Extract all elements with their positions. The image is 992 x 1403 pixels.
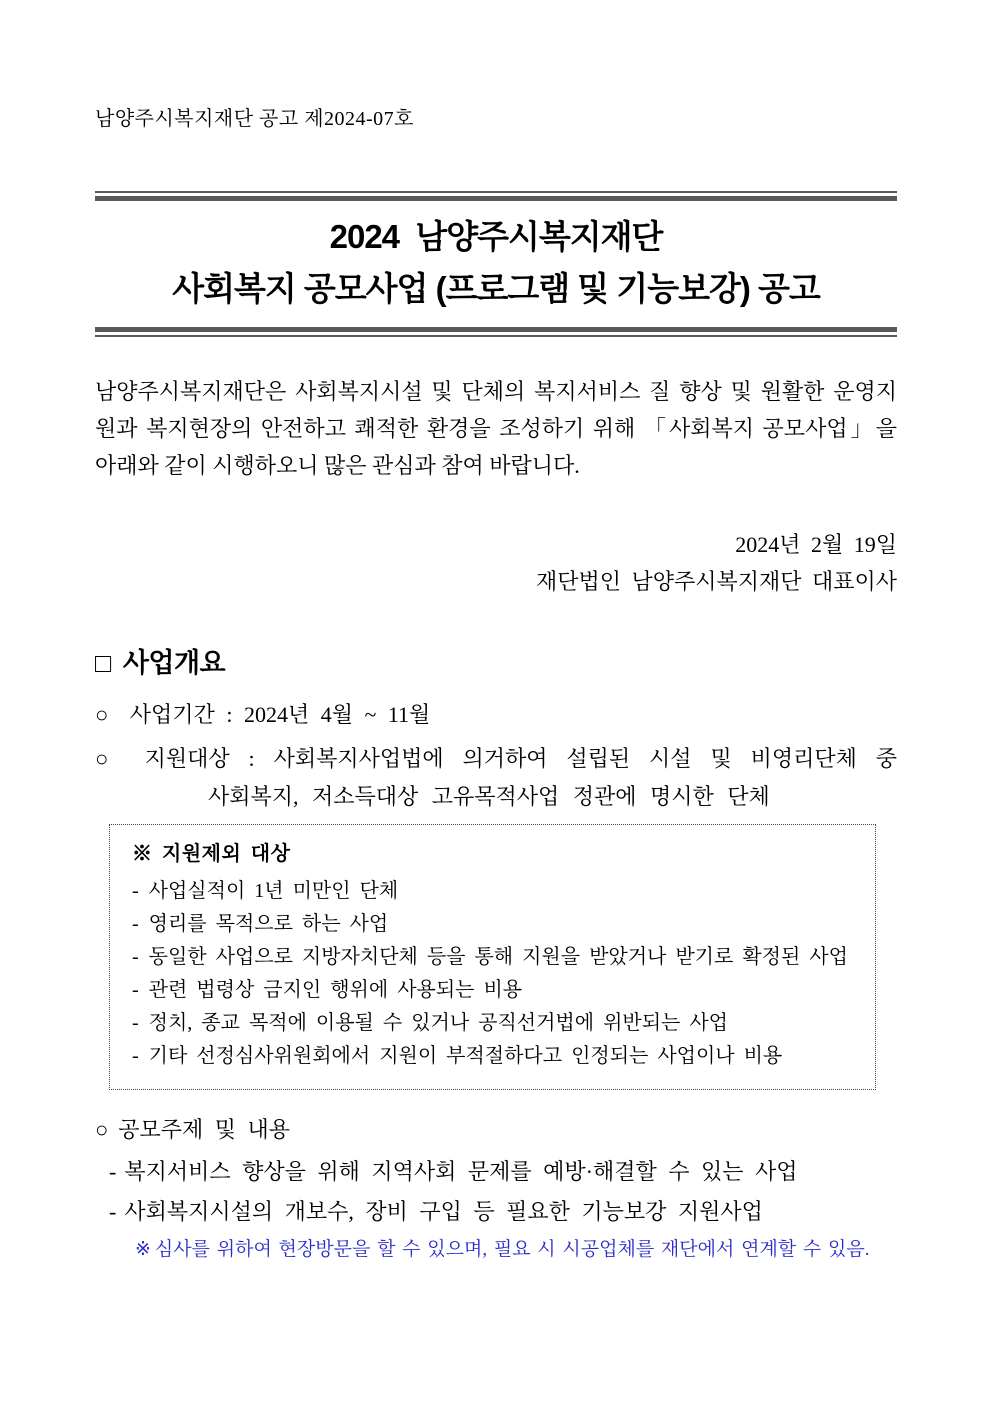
square-marker: □ <box>95 648 111 678</box>
doc-number: 남양주시복지재단 공고 제2024-07호 <box>95 108 414 130</box>
dash-marker: - <box>132 913 139 935</box>
circle-bullet: ○ <box>95 1117 109 1142</box>
section-title: 사업개요 <box>122 648 226 678</box>
topics-heading <box>95 1112 897 1148</box>
topic-item-text: 사회복지시설의 개보수, 장비 구입 등 필요한 기능보강 지원사업 <box>124 1199 763 1224</box>
section-heading-overview <box>95 646 897 680</box>
circle-bullet: ○ <box>95 702 109 727</box>
dash-marker: - <box>132 880 139 902</box>
exclusion-item-text: 동일한 사업으로 지방자치단체 등을 통해 지원을 받았거나 받기로 확정된 사업 <box>148 946 848 968</box>
title-rule-bottom-thin <box>95 335 897 337</box>
reference-marker: ※ <box>132 843 153 865</box>
document-title-line1: 2024 남양주시복지재단 <box>329 218 663 255</box>
topic-item <box>95 1152 897 1192</box>
colon-separator: : <box>248 746 255 771</box>
exclusion-title <box>132 839 857 869</box>
dash-marker: - <box>132 979 139 1001</box>
dash-marker: - <box>132 1012 139 1034</box>
exclusion-box <box>109 824 876 1090</box>
dash-marker: - <box>132 946 139 968</box>
field-visit-note-text: 심사를 위하여 현장방문을 할 수 있으며, 필요 시 시공업체를 재단에서 연계할 수 있음. <box>154 1239 870 1260</box>
title-block <box>95 191 897 337</box>
document-date: 2024년 2월 19일 <box>735 532 897 557</box>
document-title-line2: 사회복지 공모사업 (프로그램 및 기능보강) 공고 <box>172 270 820 307</box>
document-issuer: 재단법인 남양주시복지재단 대표이사 <box>535 569 897 594</box>
intro-paragraph <box>95 373 897 484</box>
topic-item <box>95 1192 897 1232</box>
reference-marker: ※ <box>135 1239 151 1260</box>
exclusion-item <box>132 941 857 974</box>
exclusion-item <box>132 1040 857 1073</box>
target-item-line1 <box>95 740 897 778</box>
intro-line-3: 아래와 같이 시행하오니 많은 관심과 참여 바랍니다. <box>95 453 580 478</box>
field-visit-note <box>95 1234 897 1266</box>
topic-item-text: 복지서비스 향상을 위해 지역사회 문제를 예방·해결할 수 있는 사업 <box>124 1159 798 1184</box>
intro-line-2: 원과 복지현장의 안전하고 쾌적한 환경을 조성하기 위해 「사회복지 공모사업」을 <box>95 416 897 441</box>
exclusion-item <box>132 908 857 941</box>
target-text-line1: 사회복지사업법에 의거하여 설립된 시설 및 비영리단체 중 <box>273 746 898 771</box>
exclusion-item-text: 기타 선정심사위원회에서 지원이 부적절하다고 인정되는 사업이나 비용 <box>148 1045 783 1067</box>
dash-marker: - <box>109 1199 117 1224</box>
dash-marker: - <box>132 1045 139 1067</box>
exclusion-item <box>132 974 857 1007</box>
target-item-line2: 사회복지, 저소득대상 고유목적사업 정관에 명시한 단체 <box>208 784 770 809</box>
exclusion-item <box>132 1007 857 1040</box>
exclusion-item-text: 사업실적이 1년 미만인 단체 <box>148 880 399 902</box>
exclusion-item-text: 영리를 목적으로 하는 사업 <box>148 913 389 935</box>
period-item <box>95 696 897 734</box>
colon-separator: : <box>226 702 233 727</box>
document-title <box>95 201 897 327</box>
period-label: 사업기간 <box>129 702 215 727</box>
exclusion-item-text: 정치, 종교 목적에 이용될 수 있거나 공직선거법에 위반되는 사업 <box>148 1012 728 1034</box>
exclusion-item-text: 관련 법령상 금지인 행위에 사용되는 비용 <box>148 979 523 1001</box>
intro-line-1: 남양주시복지재단은 사회복지시설 및 단체의 복지서비스 질 향상 및 원활한 운영지 <box>95 379 897 404</box>
dash-marker: - <box>109 1159 117 1184</box>
exclusion-item <box>132 875 857 908</box>
circle-bullet: ○ <box>95 746 116 771</box>
target-label: 지원대상 <box>144 746 230 771</box>
period-value: 2024년 4월 ~ 11월 <box>243 702 431 727</box>
topics-heading-text: 공모주제 및 내용 <box>118 1117 291 1142</box>
exclusion-title-text: 지원제외 대상 <box>162 843 291 865</box>
date-block <box>95 526 897 600</box>
